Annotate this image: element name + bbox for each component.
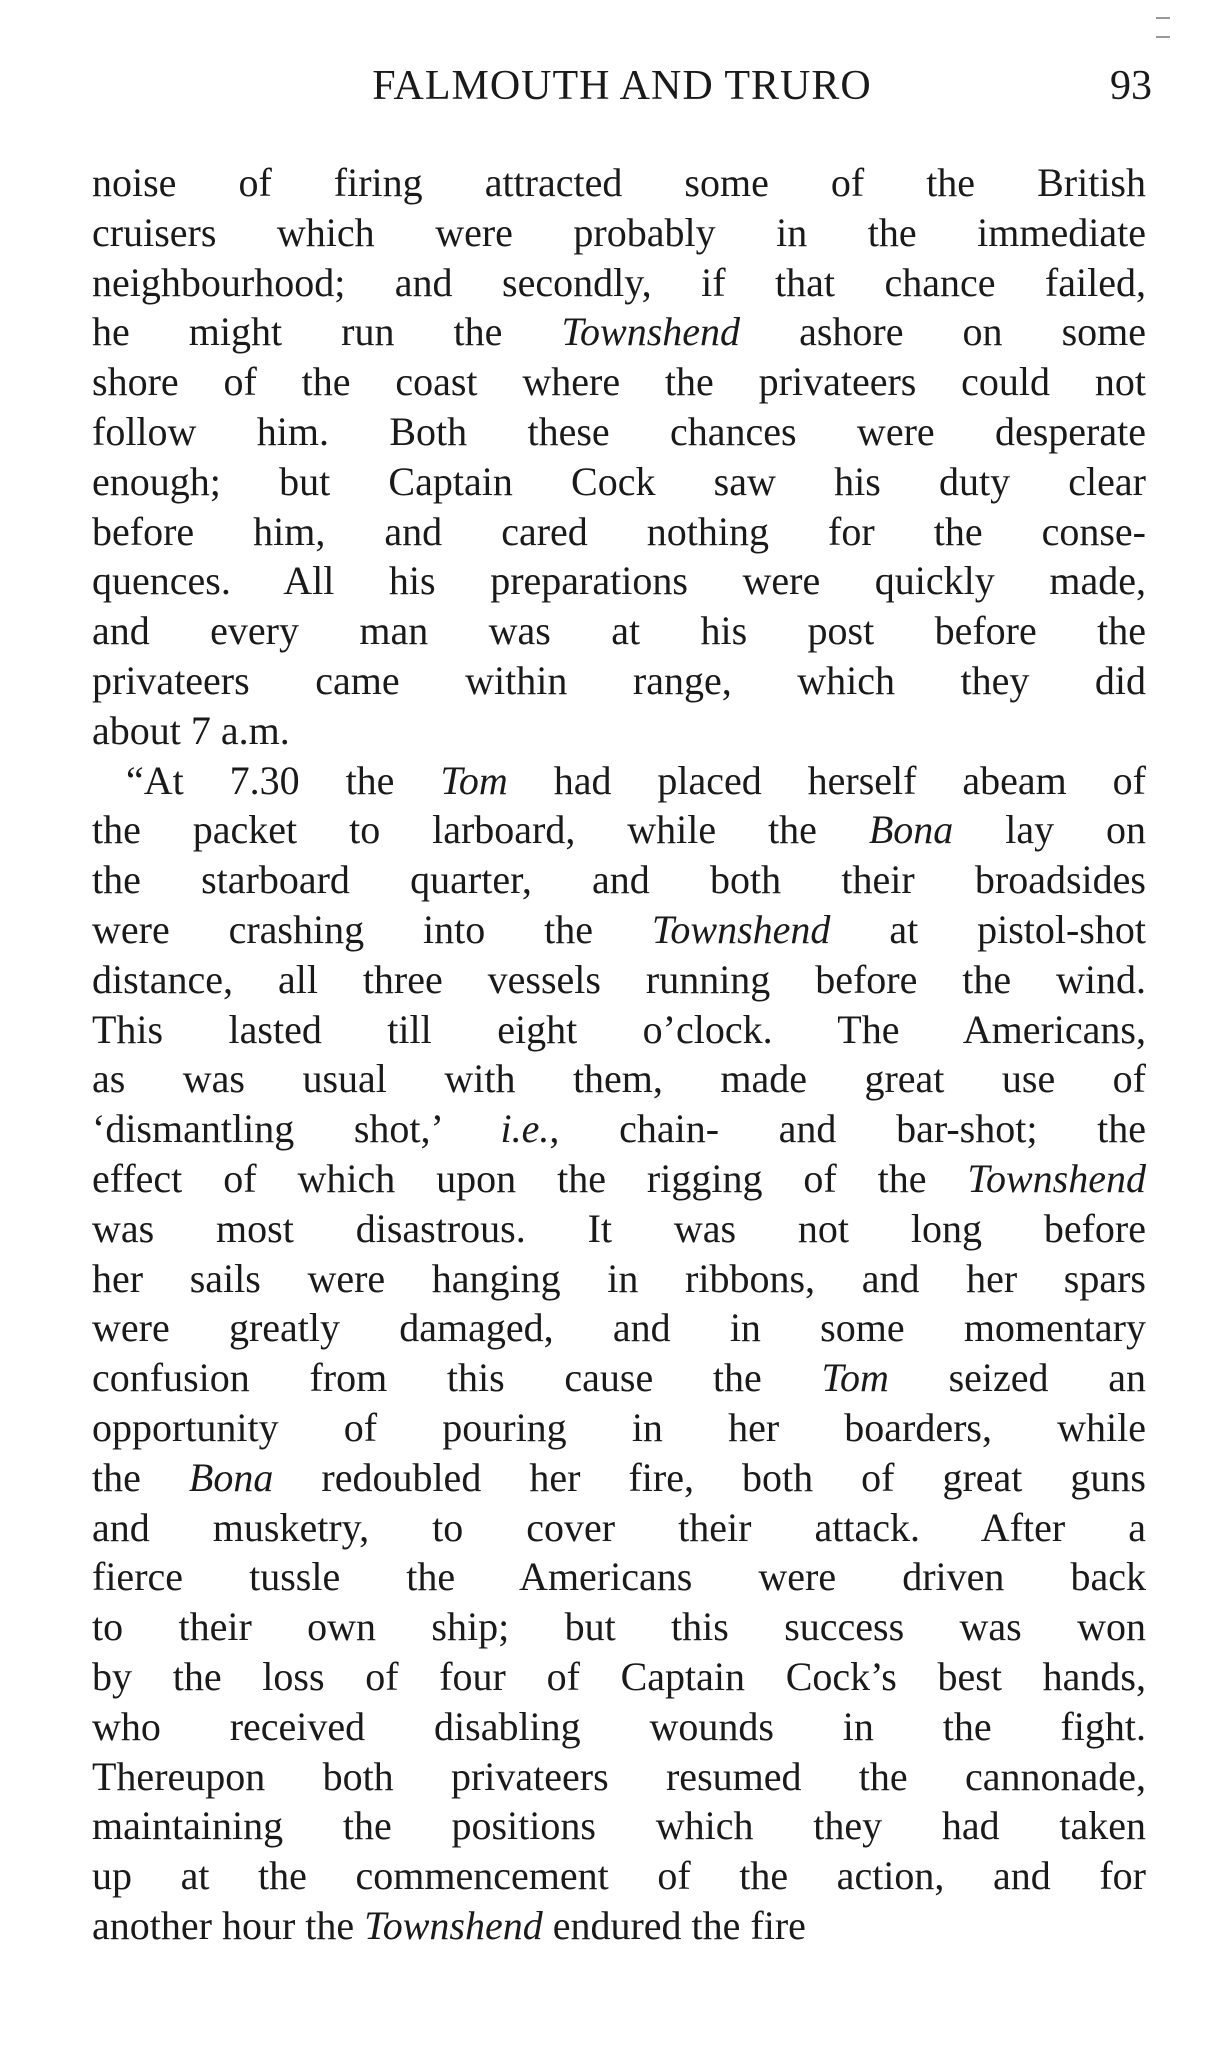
- italic-run: Townshend: [364, 1902, 543, 1948]
- text-line: [92, 1752, 1146, 1802]
- running-title: FALMOUTH AND TRURO: [372, 63, 872, 109]
- text-run: opportunity of pouring in her boarders, while: [92, 1404, 1146, 1450]
- text-run: noise of firing attracted some of the British: [92, 160, 1146, 205]
- text-run: ‘dismantling shot,’: [92, 1106, 501, 1152]
- text-run: were crashing into the: [92, 906, 652, 952]
- text-line: [92, 1353, 1146, 1403]
- text-run: about 7 a.m.: [92, 707, 290, 753]
- text-line: [92, 507, 1146, 557]
- text-run: shore of the coast where the privateers could not: [92, 359, 1146, 405]
- text-line: [92, 1901, 1146, 1951]
- italic-run: Townshend: [651, 906, 831, 952]
- text-line: [92, 208, 1146, 258]
- text-run: the starboard quarter, and both their broadsides: [92, 857, 1146, 903]
- text-run: ashore on some: [740, 309, 1147, 355]
- text-run: another hour the: [92, 1902, 365, 1948]
- text-line: [92, 357, 1146, 407]
- text-line: [92, 1204, 1146, 1254]
- text-run: who received disabling wounds in the fight.: [92, 1703, 1146, 1749]
- text-run: her sails were hanging in ribbons, and her spars: [92, 1255, 1146, 1301]
- corner-mark: [1156, 4, 1196, 8]
- text-run: had placed herself abeam of: [507, 757, 1146, 803]
- text-run: at pistol-shot: [830, 906, 1146, 952]
- text-run: maintaining the positions which they had taken: [92, 1803, 1146, 1849]
- text-run: , chain- and bar-shot; the: [549, 1106, 1146, 1152]
- text-line: [92, 805, 1146, 855]
- italic-run: Bona: [868, 807, 954, 853]
- text-line: [92, 1801, 1146, 1851]
- text-line: [92, 656, 1146, 706]
- text-run: cruisers which were probably in the immediate: [92, 209, 1146, 255]
- italic-run: i.e.: [500, 1106, 550, 1152]
- text-run: as was usual with them, made great use of: [92, 1056, 1146, 1102]
- text-line: [92, 457, 1146, 507]
- text-run: and every man was at his post before the: [92, 608, 1146, 654]
- text-line: [92, 1652, 1146, 1702]
- text-line: [92, 1503, 1146, 1553]
- text-run: was most disastrous. It was not long before: [92, 1205, 1146, 1251]
- text-run: fierce tussle the Americans were driven back: [92, 1554, 1146, 1600]
- page-number: 93: [1110, 63, 1152, 109]
- text-run: distance, all three vessels running before the wind.: [92, 956, 1146, 1002]
- text-line: [92, 1453, 1146, 1503]
- italic-run: Bona: [188, 1454, 274, 1500]
- page-header: [92, 62, 1152, 122]
- text-line: [92, 1154, 1146, 1204]
- italic-run: Tom: [821, 1355, 889, 1401]
- text-line: [92, 756, 1146, 806]
- text-run: neighbourhood; and secondly, if that chance failed,: [92, 259, 1146, 305]
- text-run: endured the fire: [542, 1902, 806, 1948]
- text-run: quences. All his preparations were quickly made,: [92, 558, 1146, 604]
- text-run: up at the commencement of the action, and for: [92, 1853, 1146, 1899]
- italic-run: Townshend: [561, 309, 741, 355]
- italic-run: Tom: [440, 757, 508, 803]
- text-run: redoubled her fire, both of great guns: [273, 1454, 1146, 1500]
- italic-run: Townshend: [967, 1155, 1146, 1201]
- text-line: [92, 407, 1146, 457]
- text-run: confusion from this cause the: [92, 1355, 822, 1401]
- body-text: [92, 158, 1146, 1951]
- text-run: lay on: [953, 807, 1146, 853]
- text-run: he might run the: [92, 309, 562, 355]
- text-run: the packet to larboard, while the: [92, 807, 869, 853]
- text-run: This lasted till eight o’clock. The Americans,: [92, 1006, 1146, 1052]
- text-line: [92, 1254, 1146, 1304]
- text-line: [92, 855, 1146, 905]
- text-run: were greatly damaged, and in some momentary: [92, 1305, 1146, 1351]
- text-run: seized an: [888, 1355, 1146, 1401]
- text-line: [92, 1851, 1146, 1901]
- text-line: [92, 1005, 1146, 1055]
- text-run: enough; but Captain Cock saw his duty clear: [92, 458, 1146, 504]
- text-line: [92, 556, 1146, 606]
- text-line: [92, 258, 1146, 308]
- text-run: by the loss of four of Captain Cock’s best hands,: [92, 1653, 1146, 1699]
- text-line: [92, 1702, 1146, 1752]
- text-line: [92, 307, 1146, 357]
- text-line: [92, 1403, 1146, 1453]
- text-line: [92, 706, 1146, 756]
- text-run: Thereupon both privateers resumed the cannonade,: [92, 1753, 1146, 1799]
- text-line: [92, 1552, 1146, 1602]
- text-run: follow him. Both these chances were desperate: [92, 408, 1146, 454]
- text-line: [92, 158, 1146, 208]
- text-run: before him, and cared nothing for the conse-: [92, 508, 1146, 554]
- text-line: [92, 606, 1146, 656]
- text-run: “At 7.30 the: [126, 757, 441, 803]
- text-run: the: [92, 1454, 189, 1500]
- text-line: [92, 905, 1146, 955]
- text-line: [92, 1104, 1146, 1154]
- text-line: [92, 1054, 1146, 1104]
- text-run: privateers came within range, which they did: [92, 657, 1146, 703]
- text-line: [92, 1303, 1146, 1353]
- text-line: [92, 955, 1146, 1005]
- text-line: [92, 1602, 1146, 1652]
- text-run: effect of which upon the rigging of the: [92, 1155, 968, 1201]
- text-run: and musketry, to cover their attack. After a: [92, 1504, 1146, 1550]
- text-run: to their own ship; but this success was won: [92, 1604, 1146, 1650]
